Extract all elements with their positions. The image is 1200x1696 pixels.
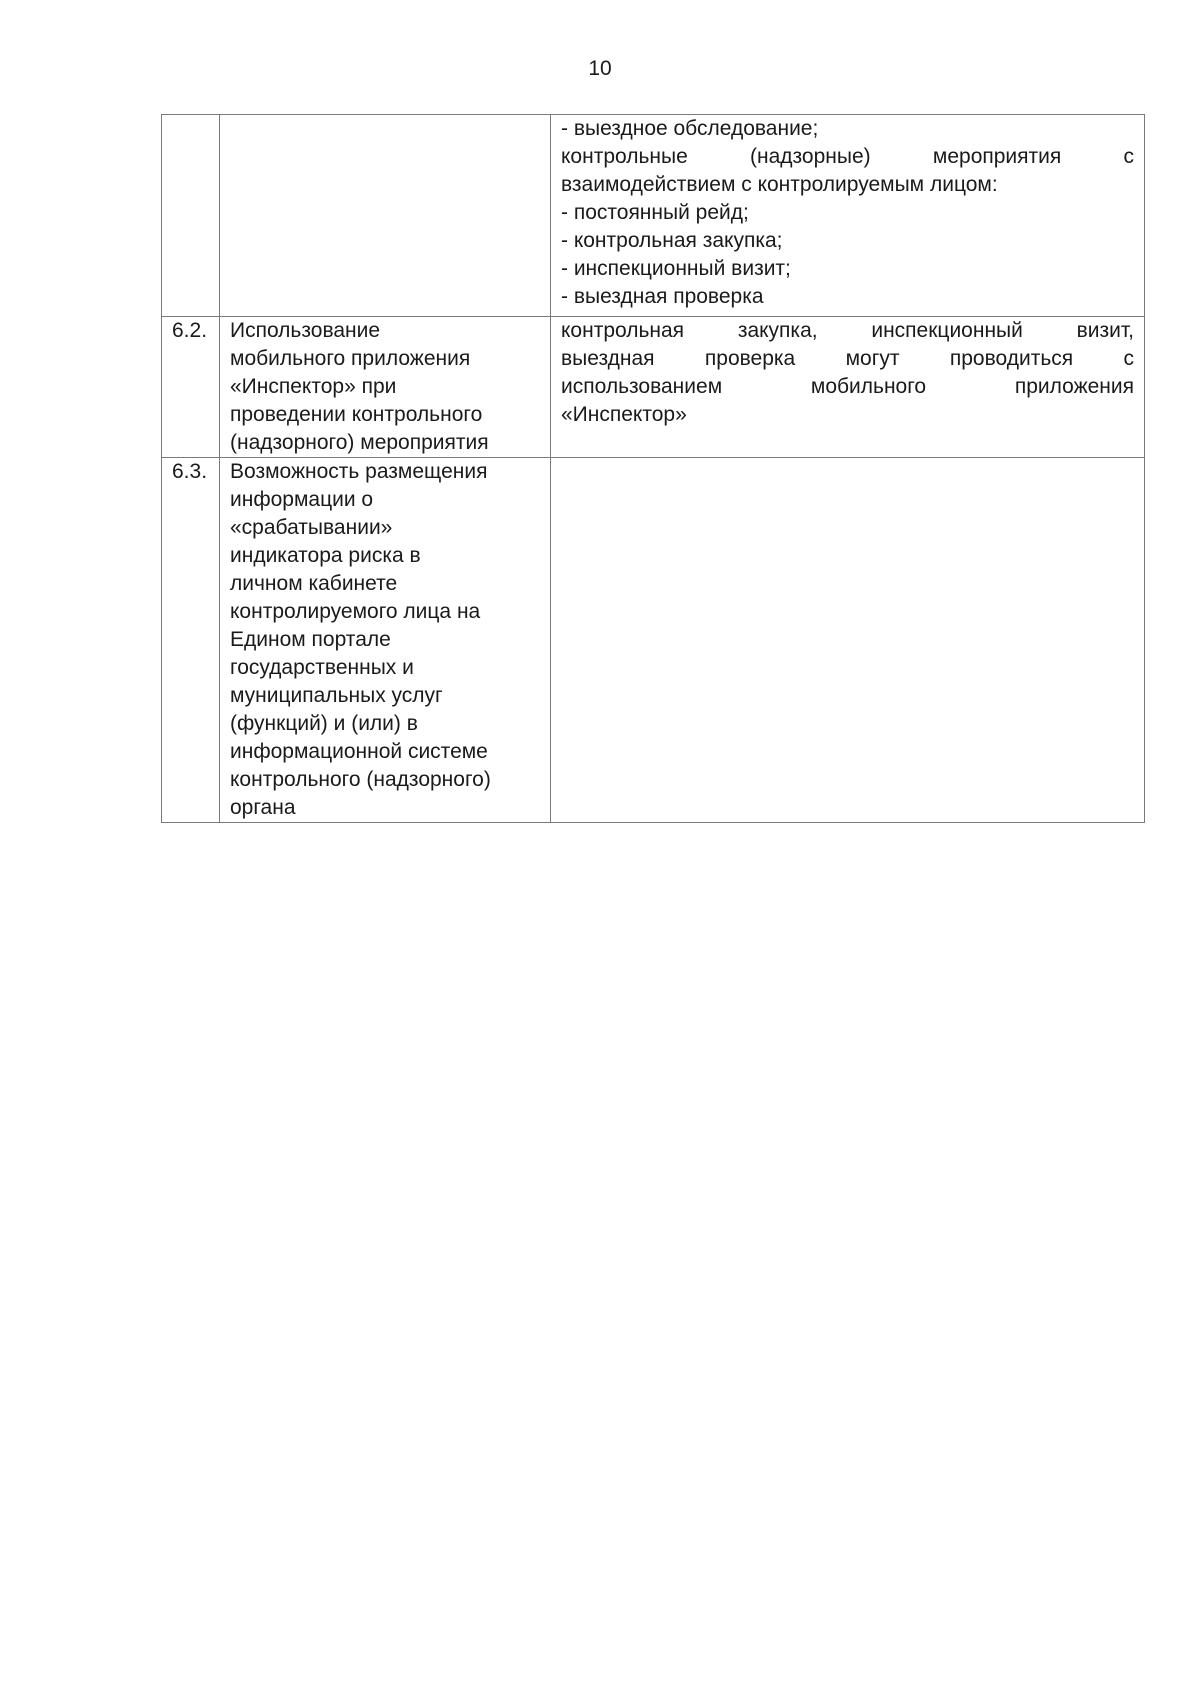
name-line: (надзорного) мероприятия [230, 431, 489, 454]
description-line: - выездное обследование; [561, 117, 819, 140]
description-line: использованием мобильного приложения [561, 375, 1134, 398]
name-line: «срабатывании» [230, 516, 393, 539]
row-number-cell [162, 115, 220, 317]
name-line: мобильного приложения [230, 347, 471, 370]
description-line: - выездная проверка [561, 285, 764, 308]
row-name-cell [220, 458, 551, 823]
row-name-cell [220, 317, 551, 458]
description-line: - контрольная закупка; [561, 229, 783, 252]
name-line: Использование [230, 319, 381, 342]
document-table [161, 114, 1145, 823]
name-line: органа [230, 796, 296, 819]
name-line: Едином портале [230, 628, 391, 651]
row-number-cell: 6.2. [162, 317, 220, 458]
name-line: информационной системе [230, 740, 488, 763]
description-line: контрольные (надзорные) мероприятия с [561, 145, 1134, 168]
row-description-cell [551, 458, 1145, 823]
table-row [162, 458, 1145, 823]
table-row [162, 115, 1145, 317]
table-row [162, 317, 1145, 458]
name-line: индикатора риска в [230, 544, 421, 567]
name-line: проведении контрольного [230, 403, 483, 426]
description-line: «Инспектор» [561, 403, 687, 426]
row-number-cell: 6.3. [162, 458, 220, 823]
description-line: взаимодействием с контролируемым лицом: [561, 173, 998, 196]
description-line: - инспекционный визит; [561, 257, 791, 280]
name-line: Возможность размещения [230, 460, 488, 483]
name-line: информации о [230, 488, 374, 511]
name-line: «Инспектор» при [230, 375, 397, 398]
name-line: (функций) и (или) в [230, 712, 418, 735]
name-line: государственных и [230, 656, 414, 679]
name-line: личном кабинете [230, 572, 398, 595]
name-line: контролируемого лица на [230, 600, 481, 623]
page-number: 10 [588, 57, 612, 80]
row-description-cell [551, 115, 1145, 317]
description-line: контрольная закупка, инспекционный визит, [561, 319, 1134, 342]
row-description-cell [551, 317, 1145, 458]
row-name-cell [220, 115, 551, 317]
description-line: - постоянный рейд; [561, 201, 749, 224]
name-line: контрольного (надзорного) [230, 768, 491, 791]
description-line: выездная проверка могут проводиться с [561, 347, 1134, 370]
name-line: муниципальных услуг [230, 684, 443, 707]
